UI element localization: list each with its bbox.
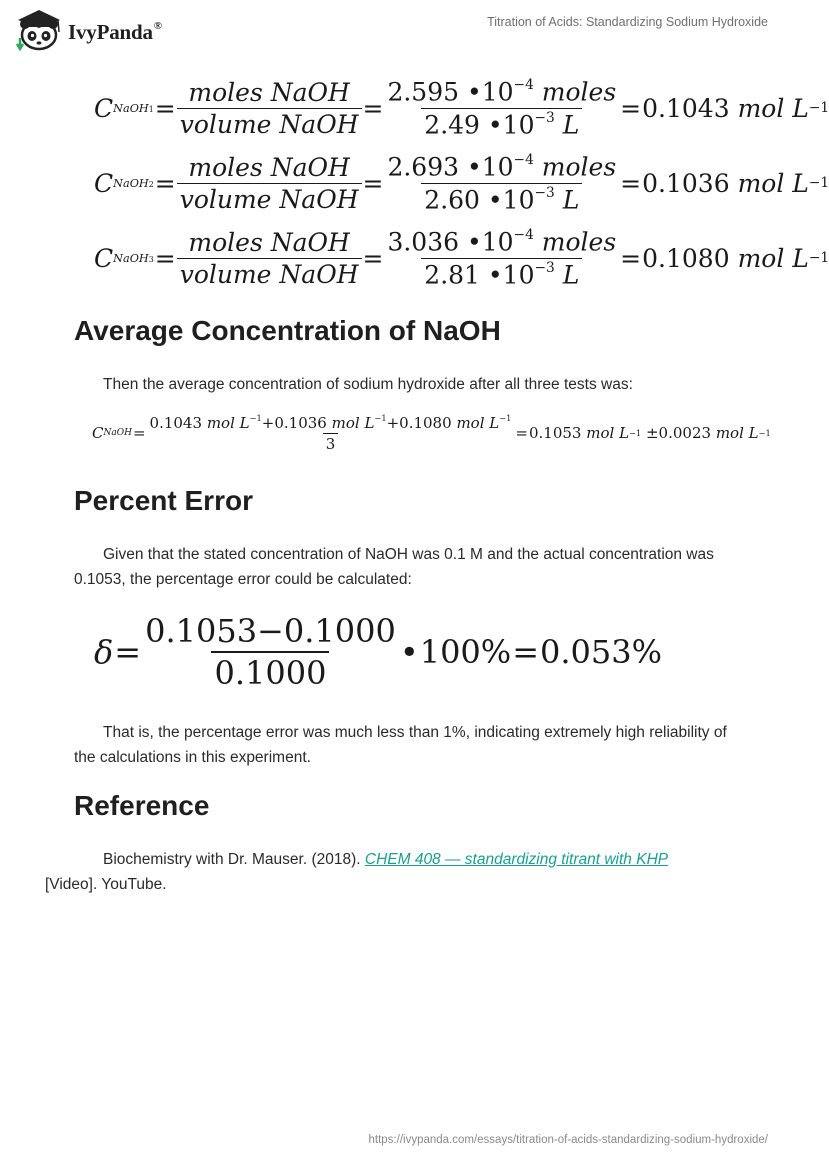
reference-heading: Reference <box>74 790 210 821</box>
equation-trial-2: C NaOH2 = $\frac{\text{moles NaOH}}{\text{volume NaOH}}$ = $\frac{2.693 •10^{-4} moles}{2.60 •10^{-3} L}$ = 0.1036 mol L −1 <box>94 152 829 215</box>
equation-trial-1: C NaOH1 = $\frac{\text{moles NaOH}}{\text{volume NaOH}}$ = $\frac{2.595 •10^{-4} moles}{2.49 •10^{-3} L}$ = 0.1043 mol L −1 <box>94 77 829 140</box>
average-concentration-heading: Average Concentration of NaOH <box>74 315 501 346</box>
average-result: 0.1053 <box>528 424 582 442</box>
brand-name: IvyPanda® <box>68 19 162 44</box>
conc-symbol: C <box>94 243 114 273</box>
trial-result: 0.1036 <box>642 168 730 198</box>
conclusion-paragraph: That is, the percentage error was much less than 1%, indicating extremely high reliability of the calculations in this experiment. <box>74 724 727 766</box>
page-header <box>0 0 800 70</box>
equation-trial-3: C NaOH3 = $\frac{\text{moles NaOH}}{\text{volume NaOH}}$ = $\frac{3.036 •10^{-4} moles}{2.81 •10^{-3} L}$ = 0.1080 mol L −1 <box>94 227 829 290</box>
percent-error-heading: Percent Error <box>74 485 253 516</box>
percent-error-paragraph: Given that the stated concentration of NaOH was 0.1 M and the actual concentration was 0.1053, the percentage error could be calculated: <box>74 546 714 588</box>
value-fraction: $\frac{2.693 •10^{-4} moles}{2.60 •10^{-3} L}$ <box>387 152 617 215</box>
equation-percent-error: δ = $\frac{0.1053-0.1000}{0.1000}$ • 100% = 0.053% <box>94 612 663 692</box>
reference-link[interactable]: CHEM 408 — standardizing titrant with KHP <box>364 851 669 868</box>
trial-result: 0.1043 <box>642 93 730 123</box>
value-fraction: $\frac{3.036 •10^{-4} moles}{2.81 •10^{-3} L}$ <box>387 227 617 290</box>
percent-result: 0.053% <box>540 633 663 671</box>
conc-subscript: NaOH3 <box>113 251 154 265</box>
panda-logo-icon <box>14 8 64 52</box>
reference-entry: Biochemistry with Dr. Mauser. (2018). CHEM 408 — standardizing titrant with KHP [Video]. YouTube. <box>45 851 669 893</box>
trial-result: 0.1080 <box>642 243 730 273</box>
conc-subscript: NaOH1 <box>113 101 154 115</box>
average-fraction: $\frac{0.1043 mol L^{-1}+0.1036 mol L^{-1}+0.1080 mol L^{-1}}{3}$ <box>149 413 512 453</box>
conc-symbol: C <box>94 168 114 198</box>
average-uncertainty: 0.0023 <box>658 424 712 442</box>
moles-volume-fraction: $\frac{\text{moles NaOH}}{\text{volume NaOH}}$ <box>177 153 362 214</box>
moles-volume-fraction: $\frac{\text{moles NaOH}}{\text{volume NaOH}}$ <box>177 78 362 139</box>
value-fraction: $\frac{2.595 •10^{-4} moles}{2.49 •10^{-3} L}$ <box>387 77 617 140</box>
page-url-footer: https://ivypanda.com/essays/titration-of-acids-standardizing-sodium-hydroxide/ <box>368 1134 768 1146</box>
equation-average: C NaOH = $\frac{0.1043 mol L^{-1}+0.1036 mol L^{-1}+0.1080 mol L^{-1}}{3}$ = 0.1053 mol L −1 ± 0.0023 mol L −1 <box>92 413 771 453</box>
document-title: Titration of Acids: Standardizing Sodium Hydroxide <box>487 15 768 29</box>
conc-symbol: C <box>94 93 114 123</box>
moles-volume-fraction: $\frac{\text{moles NaOH}}{\text{volume NaOH}}$ <box>177 228 362 289</box>
average-intro-paragraph: Then the average concentration of sodium hydroxide after all three tests was: <box>103 376 633 393</box>
percent-fraction: $\frac{0.1053-0.1000}{0.1000}$ <box>145 612 396 692</box>
conc-subscript: NaOH2 <box>113 176 154 190</box>
brand-logo[interactable] <box>14 8 162 52</box>
